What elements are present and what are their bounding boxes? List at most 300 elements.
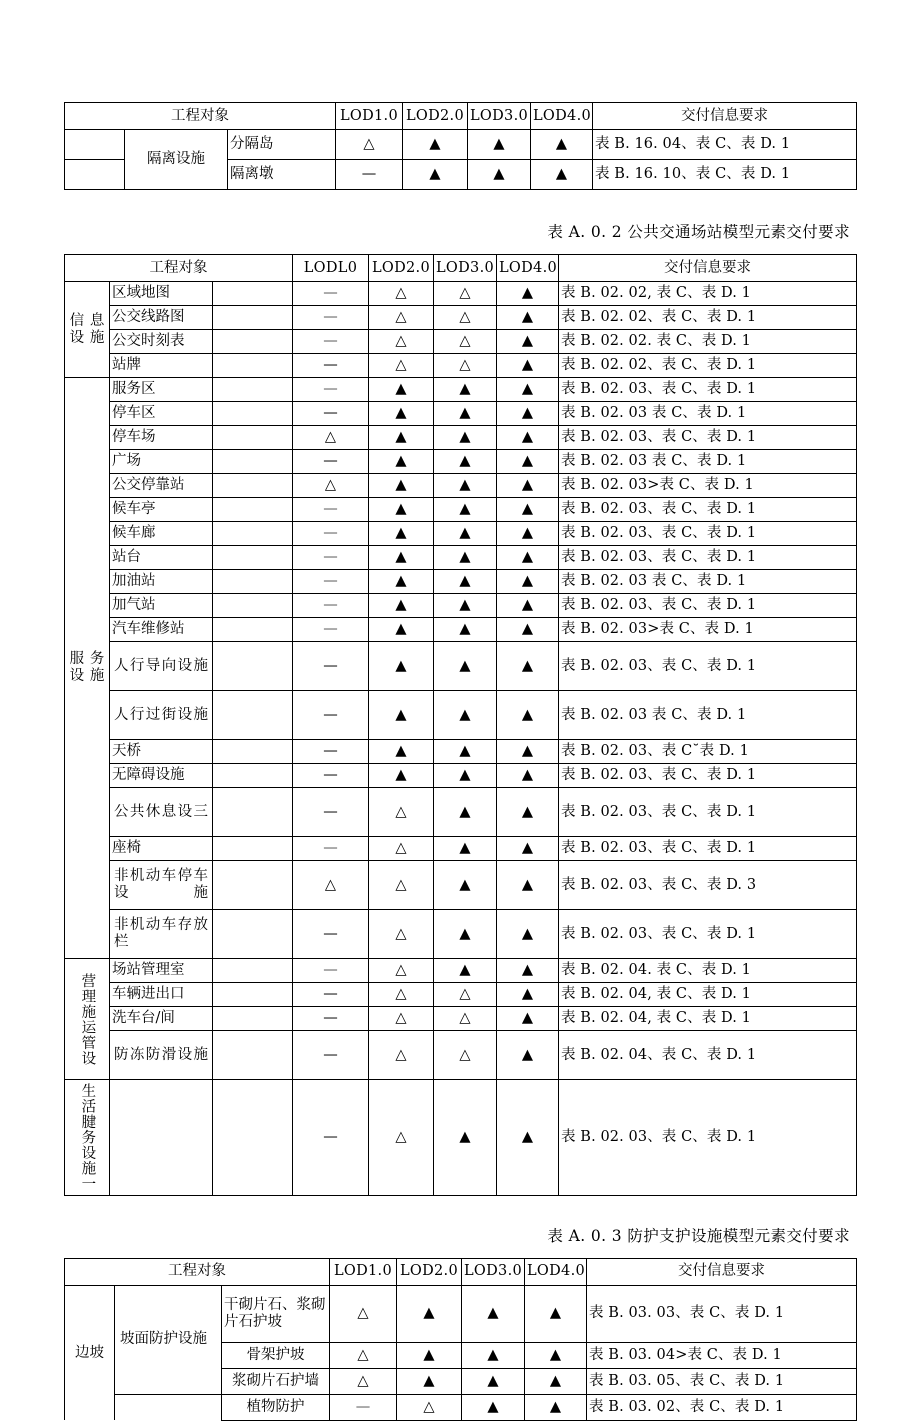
object-name: 干砌片石、浆砌片石护坡 — [222, 1285, 330, 1342]
mark-lod3: △ — [434, 1007, 497, 1031]
delivery-requirement: 表 B. 02. 03>表 C、表 D. 1 — [559, 474, 857, 498]
header-delivery: 交付信息要求 — [559, 255, 857, 282]
delivery-requirement: 表 B. 02. 02, 表 C、表 D. 1 — [559, 282, 857, 306]
object-sub-blank — [213, 450, 293, 474]
mark-lod3: ▲ — [434, 910, 497, 959]
object-name: 加气站 — [110, 594, 213, 618]
mark-lod2: △ — [369, 983, 434, 1007]
mark-lod1: — — [293, 1007, 369, 1031]
mark-lod4: ▲ — [497, 354, 559, 378]
mark-lod3: △ — [434, 330, 497, 354]
table-row — [65, 861, 857, 910]
mark-lod2: ▲ — [369, 594, 434, 618]
mark-lod3: △ — [434, 354, 497, 378]
delivery-requirement: 表 B. 02. 04, 表 C、表 D. 1 — [559, 983, 857, 1007]
mark-lod2: △ — [369, 788, 434, 837]
mark-lod2: ▲ — [403, 160, 468, 190]
mark-lod4: ▲ — [497, 740, 559, 764]
mark-lod4: ▲ — [497, 1007, 559, 1031]
mark-lod3: ▲ — [434, 1080, 497, 1196]
object-name: 加油站 — [110, 570, 213, 594]
table-row — [65, 330, 857, 354]
mark-lod4: ▲ — [497, 498, 559, 522]
header-lod2: LOD2.0 — [369, 255, 434, 282]
delivery-requirement: 表 B. 03. 03、表 C、表 D. 1 — [587, 1285, 857, 1342]
delivery-requirement: 表 B. 02. 03 表 C、表 D. 1 — [559, 402, 857, 426]
table-row — [65, 546, 857, 570]
table-1-container — [64, 102, 856, 190]
object-name: 站台 — [110, 546, 213, 570]
table-row — [65, 378, 857, 402]
header-delivery: 交付信息要求 — [593, 103, 857, 130]
object-name: 公交停靠站 — [110, 474, 213, 498]
model-element-table-2 — [64, 254, 857, 1196]
object-sub-blank — [213, 306, 293, 330]
mark-lod2: △ — [369, 837, 434, 861]
mark-lod3: ▲ — [462, 1342, 525, 1368]
table-row — [65, 130, 857, 160]
mark-lod4: ▲ — [497, 402, 559, 426]
table-row — [65, 282, 857, 306]
object-name: 服务区 — [110, 378, 213, 402]
delivery-requirement: 表 B. 02. 03、表 C、表 D. 1 — [559, 837, 857, 861]
mark-lod1: — — [293, 764, 369, 788]
object-name: 停车场 — [110, 426, 213, 450]
delivery-requirement: 表 B. 02. 03、表 C、表 D. 1 — [559, 910, 857, 959]
mark-lod4: ▲ — [525, 1342, 587, 1368]
delivery-requirement: 表 B. 02. 04. 表 C、表 D. 1 — [559, 959, 857, 983]
mark-lod3: △ — [434, 1031, 497, 1080]
group-label-line2: 设施 — [69, 668, 105, 685]
object-sub-blank — [213, 740, 293, 764]
header-delivery: 交付信息要求 — [587, 1258, 857, 1285]
table-2-header-row — [65, 255, 857, 282]
object-sub-blank — [213, 1007, 293, 1031]
mark-lod2: ▲ — [369, 642, 434, 691]
mark-lod1: — — [293, 594, 369, 618]
delivery-requirement: 表 B. 16. 10、表 C、表 D. 1 — [593, 160, 857, 190]
object-name: 广场 — [110, 450, 213, 474]
delivery-requirement: 表 B. 02. 03>表 C、表 D. 1 — [559, 618, 857, 642]
mark-lod1: — — [293, 522, 369, 546]
mark-lod2: △ — [369, 1080, 434, 1196]
header-object: 工程对象 — [65, 255, 293, 282]
object-sub-blank — [213, 959, 293, 983]
header-lod1: LODL0 — [293, 255, 369, 282]
mark-lod4: ▲ — [497, 861, 559, 910]
model-element-table-3 — [64, 1258, 857, 1421]
delivery-requirement: 表 B. 03. 04>表 C、表 D. 1 — [587, 1342, 857, 1368]
table-row — [65, 788, 857, 837]
mark-lod1: — — [293, 570, 369, 594]
object-name: 车辆进出口 — [110, 983, 213, 1007]
mark-lod1: — — [293, 450, 369, 474]
object-name: 汽车维修站 — [110, 618, 213, 642]
mark-lod3: ▲ — [434, 764, 497, 788]
object-name: 洗车台/间 — [110, 1007, 213, 1031]
object-sub-blank — [213, 910, 293, 959]
object-sub-blank — [213, 594, 293, 618]
mark-lod2: ▲ — [369, 498, 434, 522]
mark-lod2: ▲ — [397, 1285, 462, 1342]
mark-lod2: △ — [369, 959, 434, 983]
mark-lod1: △ — [293, 426, 369, 450]
delivery-requirement: 表 B. 02. 03、表 C、表 D. 1 — [559, 788, 857, 837]
mark-lod4: ▲ — [531, 160, 593, 190]
mark-lod4: ▲ — [497, 474, 559, 498]
group-label-slope: 边坡 — [65, 1285, 115, 1420]
object-name: 植物防护 — [222, 1394, 330, 1420]
mark-lod2: △ — [397, 1394, 462, 1420]
object-sub-blank — [213, 764, 293, 788]
table-row — [65, 910, 857, 959]
mark-lod3: ▲ — [434, 959, 497, 983]
model-element-table-1 — [64, 102, 857, 190]
table-row — [65, 570, 857, 594]
mark-lod3: ▲ — [434, 861, 497, 910]
object-sub-blank — [213, 282, 293, 306]
mark-lod1: — — [330, 1394, 397, 1420]
mark-lod1: — — [293, 910, 369, 959]
object-name: 区域地图 — [110, 282, 213, 306]
table-3-caption: 表 A. 0. 3 防护支护设施模型元素交付要求 — [547, 1226, 850, 1245]
group-label-line2: 设施 — [69, 329, 105, 346]
mark-lod4: ▲ — [497, 1080, 559, 1196]
delivery-requirement: 表 B. 02. 03 表 C、表 D. 1 — [559, 570, 857, 594]
mark-lod3: ▲ — [462, 1368, 525, 1394]
table-row — [65, 450, 857, 474]
mark-lod4: ▲ — [531, 130, 593, 160]
mark-lod1: — — [293, 1031, 369, 1080]
mark-lod2: ▲ — [369, 450, 434, 474]
object-sub-blank — [213, 402, 293, 426]
mark-lod3: △ — [434, 306, 497, 330]
object-name: 非机动车存放栏 — [110, 910, 213, 959]
delivery-requirement: 表 B. 02. 03、表 C、表 D. 1 — [559, 594, 857, 618]
delivery-requirement: 表 B. 02. 03、表 C、表 D. 1 — [559, 1080, 857, 1196]
object-name: 人行过街设施 — [110, 691, 213, 740]
header-lod2: LOD2.0 — [397, 1258, 462, 1285]
mark-lod1: — — [293, 498, 369, 522]
mark-lod3: ▲ — [468, 160, 531, 190]
object-name: 候车亭 — [110, 498, 213, 522]
mark-lod4: ▲ — [497, 959, 559, 983]
group-label-service-facilities — [65, 378, 110, 959]
object-sub-blank — [213, 570, 293, 594]
group-label-line1: 服务 — [69, 651, 105, 668]
header-lod1: LOD1.0 — [330, 1258, 397, 1285]
mark-lod2: ▲ — [369, 618, 434, 642]
delivery-requirement: 表 B. 02. 03、表 C、表 D. 1 — [559, 642, 857, 691]
object-sub-blank — [213, 522, 293, 546]
mark-lod2: △ — [369, 330, 434, 354]
mark-lod3: ▲ — [434, 642, 497, 691]
mark-lod4: ▲ — [525, 1285, 587, 1342]
mark-lod3: ▲ — [434, 837, 497, 861]
mark-lod1: △ — [330, 1285, 397, 1342]
header-lod3: LOD3.0 — [468, 103, 531, 130]
object-sub-blank — [213, 1031, 293, 1080]
table-row — [65, 691, 857, 740]
group-label-living-service-facilities: 生活腱务设施一 — [65, 1080, 110, 1196]
mark-lod2: △ — [369, 861, 434, 910]
mark-lod1: — — [293, 330, 369, 354]
object-name: 站牌 — [110, 354, 213, 378]
table-1-header-row — [65, 103, 857, 130]
header-object: 工程对象 — [65, 103, 336, 130]
mark-lod1: — — [293, 740, 369, 764]
table-row — [65, 740, 857, 764]
delivery-requirement: 表 B. 02. 04、表 C、表 D. 1 — [559, 1031, 857, 1080]
mark-lod3: ▲ — [434, 498, 497, 522]
mark-lod4: ▲ — [497, 788, 559, 837]
mark-lod1: — — [293, 959, 369, 983]
mark-lod3: ▲ — [434, 594, 497, 618]
mark-lod1: — — [293, 788, 369, 837]
mark-lod2: ▲ — [397, 1368, 462, 1394]
mark-lod1: — — [293, 618, 369, 642]
header-lod1: LOD1.0 — [336, 103, 403, 130]
table-row — [65, 426, 857, 450]
mark-lod1: △ — [293, 474, 369, 498]
table-3-header-row — [65, 1258, 857, 1285]
mark-lod1: — — [293, 354, 369, 378]
object-sub-blank — [213, 330, 293, 354]
delivery-requirement: 表 B. 02. 03、表 C、表 D. 1 — [559, 764, 857, 788]
object-sub-blank — [213, 837, 293, 861]
mark-lod2: △ — [369, 354, 434, 378]
delivery-requirement: 表 B. 03. 02、表 C、表 D. 1 — [587, 1394, 857, 1420]
delivery-requirement: 表 B. 03. 05、表 C、表 D. 1 — [587, 1368, 857, 1394]
mark-lod1: △ — [330, 1342, 397, 1368]
delivery-requirement: 表 B. 02. 03、表 C、表 D. 1 — [559, 426, 857, 450]
mark-lod3: △ — [434, 282, 497, 306]
header-lod2: LOD2.0 — [403, 103, 468, 130]
mark-lod3: ▲ — [434, 570, 497, 594]
mark-lod3: ▲ — [434, 402, 497, 426]
table-row — [65, 306, 857, 330]
mark-lod3: ▲ — [434, 378, 497, 402]
mark-lod2: ▲ — [369, 764, 434, 788]
delivery-requirement: 表 B. 02. 03、表 C、表 D. 3 — [559, 861, 857, 910]
object-name: 防冻防滑设施 — [110, 1031, 213, 1080]
delivery-requirement: 表 B. 02. 04, 表 C、表 D. 1 — [559, 1007, 857, 1031]
mark-lod1: — — [293, 691, 369, 740]
object-sub-blank — [213, 983, 293, 1007]
mark-lod4: ▲ — [497, 330, 559, 354]
group-label-line1: 信息 — [69, 312, 105, 329]
mark-lod3: ▲ — [434, 788, 497, 837]
mark-lod4: ▲ — [497, 910, 559, 959]
mark-lod1: — — [293, 402, 369, 426]
mark-lod4: ▲ — [497, 983, 559, 1007]
header-lod3: LOD3.0 — [434, 255, 497, 282]
object-name: 候车廊 — [110, 522, 213, 546]
object-sub-blank — [213, 691, 293, 740]
header-lod4: LOD4.0 — [531, 103, 593, 130]
mark-lod3: ▲ — [434, 691, 497, 740]
mark-lod3: ▲ — [462, 1285, 525, 1342]
table-row — [65, 522, 857, 546]
table-row — [65, 764, 857, 788]
header-object: 工程对象 — [65, 1258, 330, 1285]
object-sub-blank — [213, 788, 293, 837]
document-page — [0, 102, 920, 1415]
mark-lod1: — — [293, 282, 369, 306]
mark-lod4: ▲ — [525, 1394, 587, 1420]
delivery-requirement: 表 B. 16. 04、表 C、表 D. 1 — [593, 130, 857, 160]
mark-lod1: — — [293, 983, 369, 1007]
mark-lod2: △ — [369, 1007, 434, 1031]
mark-lod4: ▲ — [497, 282, 559, 306]
table-row — [65, 498, 857, 522]
delivery-requirement: 表 B. 02. 03、表 C、表 D. 1 — [559, 378, 857, 402]
table-row — [65, 1080, 857, 1196]
group-label-slope-protection: 坡面防护设施 — [115, 1285, 222, 1394]
mark-lod4: ▲ — [497, 837, 559, 861]
mark-lod4: ▲ — [497, 764, 559, 788]
object-sub-blank — [213, 378, 293, 402]
mark-lod4: ▲ — [497, 546, 559, 570]
table-row — [65, 1285, 857, 1342]
object-name: 分隔岛 — [228, 130, 336, 160]
mark-lod1: — — [336, 160, 403, 190]
mark-lod2: ▲ — [397, 1342, 462, 1368]
mark-lod1: — — [293, 642, 369, 691]
mark-lod2: △ — [369, 910, 434, 959]
mark-lod4: ▲ — [497, 570, 559, 594]
table-row — [65, 618, 857, 642]
table-row — [65, 402, 857, 426]
object-sub-blank — [213, 1080, 293, 1196]
object-sub-blank — [213, 498, 293, 522]
table-row — [65, 594, 857, 618]
object-name: 人行导向设施 — [110, 642, 213, 691]
mark-lod2: ▲ — [369, 378, 434, 402]
table-2-caption: 表 A. 0. 2 公共交通场站模型元素交付要求 — [547, 223, 850, 241]
mark-lod2: ▲ — [403, 130, 468, 160]
header-lod3: LOD3.0 — [462, 1258, 525, 1285]
object-sub-blank — [213, 354, 293, 378]
mark-lod2: ▲ — [369, 691, 434, 740]
table-row — [65, 837, 857, 861]
object-sub-blank — [213, 861, 293, 910]
table-row — [65, 1394, 857, 1420]
mark-lod3: ▲ — [434, 546, 497, 570]
mark-lod1: — — [293, 837, 369, 861]
mark-lod2: ▲ — [369, 402, 434, 426]
mark-lod1: — — [293, 546, 369, 570]
mark-lod4: ▲ — [497, 691, 559, 740]
table-row — [65, 1007, 857, 1031]
object-name: 场站管理室 — [110, 959, 213, 983]
object-name: 隔离墩 — [228, 160, 336, 190]
delivery-requirement: 表 B. 02. 02. 表 C、表 D. 1 — [559, 330, 857, 354]
mark-lod3: ▲ — [434, 450, 497, 474]
table-row — [65, 354, 857, 378]
object-name: 公交线路图 — [110, 306, 213, 330]
mark-lod4: ▲ — [497, 618, 559, 642]
mark-lod4: ▲ — [497, 426, 559, 450]
mark-lod3: ▲ — [434, 618, 497, 642]
delivery-requirement: 表 B. 02. 03 表 C、表 D. 1 — [559, 691, 857, 740]
table-row — [65, 959, 857, 983]
object-sub-blank — [213, 546, 293, 570]
object-sub-blank — [213, 618, 293, 642]
group-label-information-facilities — [65, 282, 110, 378]
object-name: 天桥 — [110, 740, 213, 764]
mark-lod1: △ — [336, 130, 403, 160]
object-name: 无障碍设施 — [110, 764, 213, 788]
mark-lod4: ▲ — [497, 642, 559, 691]
delivery-requirement: 表 B. 02. 02、表 C、表 D. 1 — [559, 354, 857, 378]
mark-lod3: ▲ — [434, 522, 497, 546]
mark-lod1: △ — [330, 1368, 397, 1394]
mark-lod4: ▲ — [497, 1031, 559, 1080]
mark-lod2: ▲ — [369, 474, 434, 498]
object-name: 非机动车停车设施 — [110, 861, 213, 910]
mark-lod3: ▲ — [434, 426, 497, 450]
delivery-requirement: 表 B. 02. 03、表 C˘表 D. 1 — [559, 740, 857, 764]
mark-lod3: ▲ — [468, 130, 531, 160]
mark-lod4: ▲ — [497, 522, 559, 546]
mark-lod1: — — [293, 306, 369, 330]
mark-lod1: — — [293, 378, 369, 402]
mark-lod1: △ — [293, 861, 369, 910]
mark-lod1: — — [293, 1080, 369, 1196]
header-lod4: LOD4.0 — [525, 1258, 587, 1285]
delivery-requirement: 表 B. 02. 02、表 C、表 D. 1 — [559, 306, 857, 330]
object-name: 浆砌片石护墙 — [222, 1368, 330, 1394]
mark-lod3: △ — [434, 983, 497, 1007]
delivery-requirement: 表 B. 02. 03、表 C、表 D. 1 — [559, 522, 857, 546]
mark-lod4: ▲ — [497, 594, 559, 618]
object-name: 座椅 — [110, 837, 213, 861]
mark-lod2: ▲ — [369, 740, 434, 764]
object-sub-blank — [213, 474, 293, 498]
group-label-operations-management: 营理施运管设 — [65, 959, 110, 1080]
header-lod4: LOD4.0 — [497, 255, 559, 282]
object-sub-blank — [213, 426, 293, 450]
object-name: 公共休息设三 — [110, 788, 213, 837]
mark-lod3: ▲ — [434, 740, 497, 764]
mark-lod4: ▲ — [497, 306, 559, 330]
table-row — [65, 1031, 857, 1080]
object-name: 停车区 — [110, 402, 213, 426]
mark-lod2: △ — [369, 1031, 434, 1080]
table-row — [65, 983, 857, 1007]
table-row — [65, 642, 857, 691]
object-sub-blank — [213, 642, 293, 691]
delivery-requirement: 表 B. 02. 03、表 C、表 D. 1 — [559, 546, 857, 570]
mark-lod2: ▲ — [369, 426, 434, 450]
object-name: 骨架护坡 — [222, 1342, 330, 1368]
mark-lod2: △ — [369, 306, 434, 330]
mark-lod2: ▲ — [369, 546, 434, 570]
table-row — [65, 474, 857, 498]
mark-lod4: ▲ — [525, 1368, 587, 1394]
delivery-requirement: 表 B. 02. 03 表 C、表 D. 1 — [559, 450, 857, 474]
object-name — [110, 1080, 213, 1196]
mark-lod2: △ — [369, 282, 434, 306]
mark-lod4: ▲ — [497, 378, 559, 402]
delivery-requirement: 表 B. 02. 03、表 C、表 D. 1 — [559, 498, 857, 522]
object-name: 公交时刻表 — [110, 330, 213, 354]
mark-lod2: ▲ — [369, 522, 434, 546]
mark-lod2: ▲ — [369, 570, 434, 594]
mark-lod3: ▲ — [434, 474, 497, 498]
mark-lod3: ▲ — [462, 1394, 525, 1420]
